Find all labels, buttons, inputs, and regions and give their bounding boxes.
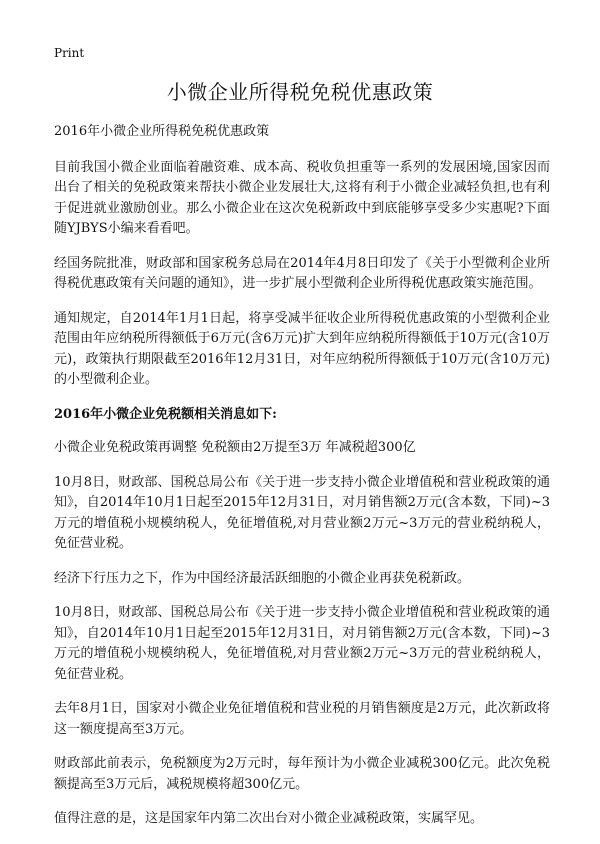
paragraph: 经国务院批准，财政部和国家税务总局在2014年4月8日印发了《关于小型微利企业所得税优惠政策有关问题的通知》，进一步扩展小型微利企业所得税优惠政策实施范围。 — [54, 255, 550, 291]
section-heading: 2016年小微企业免税额相关消息如下: — [54, 406, 277, 422]
article-subtitle: 2016年小微企业所得税免税优惠政策 — [54, 124, 270, 139]
print-link[interactable]: Print — [54, 46, 85, 60]
paragraph: 值得注意的是，这是国家年内第二次出台对小微企业减税政策，实属罕见。 — [54, 811, 484, 826]
paragraph: 小微企业免税政策再调整 免税额由2万提至3万 年减税超300亿 — [54, 440, 416, 455]
article-body — [54, 122, 550, 844]
paragraph: 财政部此前表示，免税额度为2万元时，每年预计为小微企业减税300亿元。此次免税额提高至3万元后，减税规模将超300亿元。 — [54, 756, 550, 792]
paragraph: 10月8日，财政部、国税总局公布《关于进一步支持小微企业增值税和营业税政策的通知》，自2014年10月1日起至2015年12月31日，对月销售额2万元(含本数，下同)~3万元的增值税小规模纳税人，免征增值税,对月营业额2万元~3万元的营业税纳税人，免征营业税。 — [54, 474, 550, 551]
paragraph: 经济下行压力之下，作为中国经济最活跃细胞的小微企业再获免税新政。 — [54, 570, 471, 586]
paragraph: 目前我国小微企业面临着融资难、成本高、税收负担重等一系列的发展困境,国家因而出台了相关的免税政策来帮扶小微企业发展壮大,这将有利于小微企业减轻负担,也有利于促进就业激励创业。那么小微企业在这次免税新政中到底能够享受多少实惠呢?下面随YJBYS小编来看看吧。 — [54, 159, 550, 236]
paragraph: 10月8日，财政部、国税总局公布《关于进一步支持小微企业增值税和营业税政策的通知》，自2014年10月1日起至2015年12月31日，对月销售额2万元(含本数，下同)~3万元的增值税小规模纳税人，免征增值税,对月营业额2万元~3万元的营业税纳税人，免征营业税。 — [54, 605, 550, 682]
paragraph: 去年8月1日，国家对小微企业免征增值税和营业税的月销售额度是2万元，此次新政将这一额度提高至3万元。 — [54, 701, 550, 737]
page-title: 小微企业所得税免税优惠政策 — [166, 80, 434, 104]
paragraph: 通知规定，自2014年1月1日起，将享受减半征收企业所得税优惠政策的小型微利企业范围由年应纳税所得额低于6万元(含6万元)扩大到年应纳税所得额低于10万元(含10万元)，政策执行期限截至2016年12月31日，对年应纳税所得额低于10万元(含10万元)的小型微利企业。 — [54, 310, 550, 387]
